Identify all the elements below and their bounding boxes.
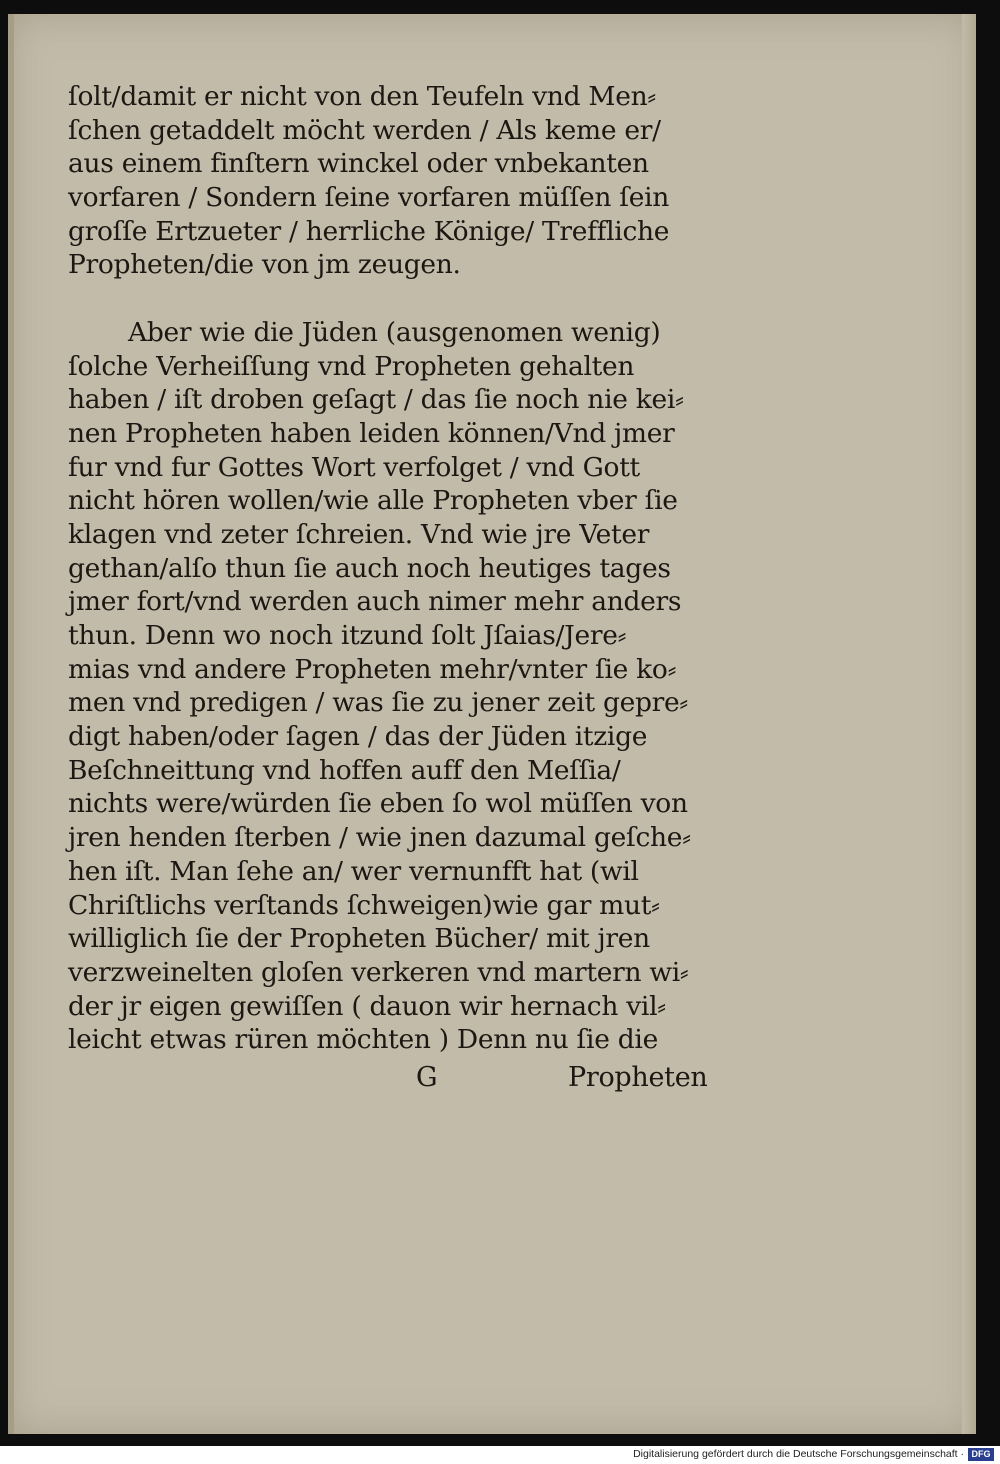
page-foot-row bbox=[68, 1061, 768, 1101]
signature-mark: G bbox=[416, 1061, 438, 1093]
text-line: nicht hören wollen/wie alle Propheten vber ſie bbox=[68, 485, 678, 517]
book-page bbox=[8, 14, 976, 1434]
page-text bbox=[68, 80, 768, 1101]
text-line: fur vnd fur Gottes Wort verfolget / vnd Gott bbox=[68, 451, 640, 483]
text-line: nichts were/würden ſie eben ſo wol müſſen von bbox=[68, 788, 688, 820]
text-line: leicht etwas rüren möchten ) Denn nu ſie die bbox=[68, 1024, 658, 1056]
digitization-footer bbox=[0, 1446, 1000, 1464]
text-line: ſolt/damit er nicht von den Teufeln vnd Men⸗ bbox=[68, 81, 656, 112]
text-line: Chriſtlichs verſtands ſchweigen)wie gar mut⸗ bbox=[68, 889, 660, 921]
text-line: der jr eigen gewiſſen ( dauon wir hernach vil⸗ bbox=[68, 990, 666, 1022]
funding-credit: Digitalisierung gefördert durch die Deutsche Forschungsgemeinschaft · bbox=[633, 1448, 964, 1460]
paragraph-2 bbox=[68, 316, 768, 1057]
page-right-edge bbox=[962, 14, 976, 1434]
text-line: ſolche Verheiſſung vnd Propheten gehalten bbox=[68, 350, 635, 382]
text-line: Propheten/die von jm zeugen. bbox=[68, 249, 461, 281]
text-line: williglich ſie der Propheten Bücher/ mit jren bbox=[68, 923, 650, 955]
text-line: klagen vnd zeter ſchreien. Vnd wie jre Veter bbox=[68, 518, 650, 550]
text-line: men vnd predigen / was ſie zu jener zeit gepre⸗ bbox=[68, 687, 688, 719]
text-line: hen iſt. Man ſehe an/ wer vernunfft hat (wil bbox=[68, 855, 639, 887]
text-line: haben / iſt droben geſagt / das ſie noch nie kei⸗ bbox=[68, 384, 684, 416]
text-line: jmer fort/vnd werden auch nimer mehr anders bbox=[68, 586, 682, 618]
paragraph-gap bbox=[68, 282, 768, 316]
text-line: Beſchneittung vnd hoffen auff den Meſſia/ bbox=[68, 754, 621, 786]
text-line: mias vnd andere Propheten mehr/vnter ſie ko⸗ bbox=[68, 653, 677, 685]
text-line: jren henden ſterben / wie jnen dazumal geſche⸗ bbox=[68, 822, 691, 854]
text-line: digt haben/oder ſagen / das der Jüden itzige bbox=[68, 721, 648, 753]
text-line: vorfaren / Sondern ſeine vorfaren müſſen ſein bbox=[68, 182, 670, 214]
page-left-edge bbox=[8, 14, 14, 1434]
text-line: thun. Denn wo noch itzund ſolt Jſaias/Jere⸗ bbox=[68, 620, 627, 651]
text-line: groſſe Ertzueter / herrliche Könige/ Treffliche bbox=[68, 215, 670, 247]
text-line: gethan/alſo thun ſie auch noch heutiges tages bbox=[68, 552, 671, 584]
paragraph-1 bbox=[68, 80, 768, 282]
text-line: aus einem finſtern winckel oder vnbekanten bbox=[68, 148, 649, 180]
text-line: ſchen getaddelt möcht werden / Als keme er/ bbox=[68, 114, 661, 146]
dfg-logo-icon: DFG bbox=[968, 1448, 994, 1461]
text-line: nen Propheten haben leiden können/Vnd jmer bbox=[68, 417, 675, 449]
text-line-indented: Aber wie die Jüden (ausgenomen wenig) bbox=[128, 316, 661, 348]
catchword: Propheten bbox=[568, 1061, 708, 1093]
text-line: verzweinelten gloſen verkeren vnd martern wi⸗ bbox=[68, 956, 689, 988]
